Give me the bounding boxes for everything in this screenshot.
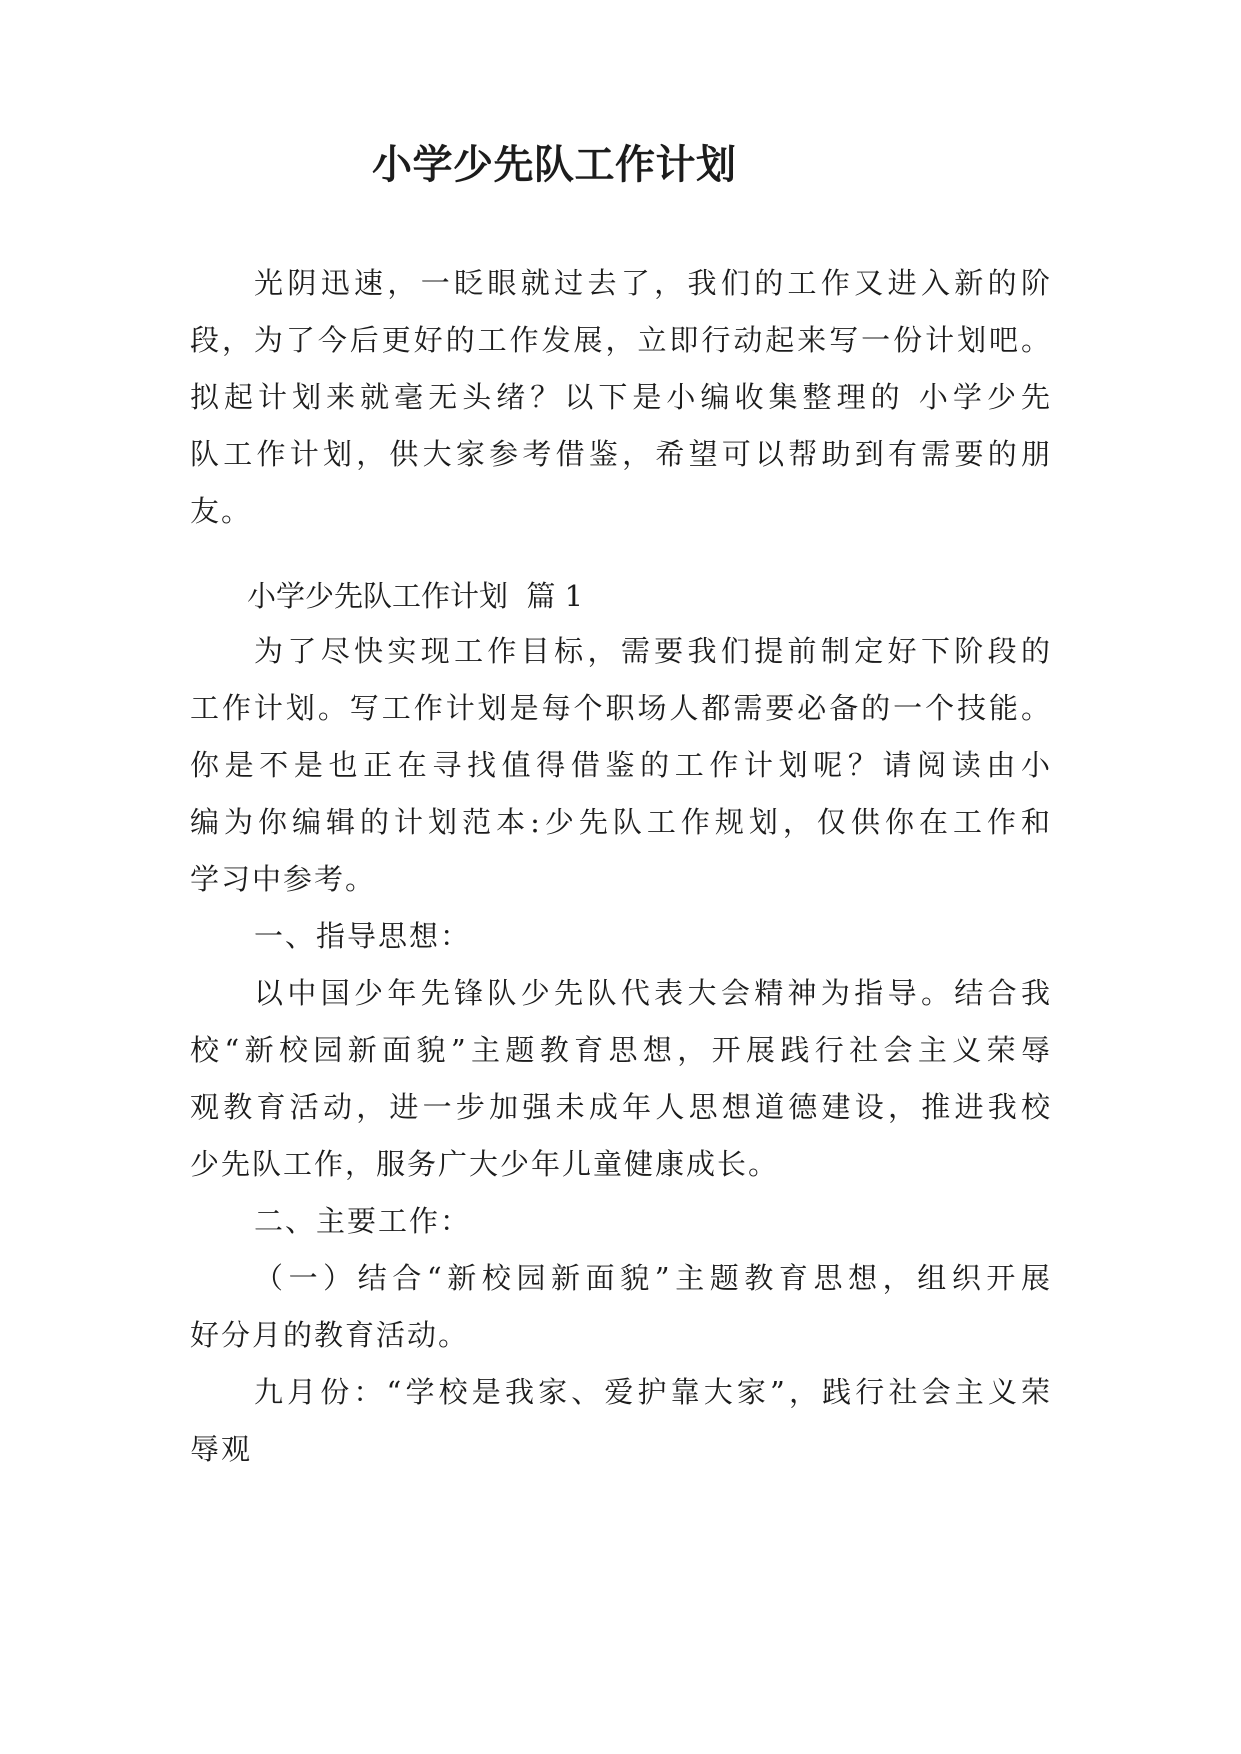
paragraph-line: 友。 bbox=[190, 494, 253, 528]
document-title: 小学少先队工作计划 bbox=[372, 142, 737, 187]
paragraph-line: 工作计划。写工作计划是每个职场人都需要必备的一个技能。 bbox=[190, 691, 1052, 725]
paragraph-line: 校“新校园新面貌”主题教育思想，开展践行社会主义荣辱 bbox=[190, 1033, 1052, 1067]
paragraph-line: 辱观 bbox=[190, 1432, 253, 1466]
paragraph-line: 段，为了今后更好的工作发展，立即行动起来写一份计划吧。 bbox=[190, 323, 1052, 357]
heading-main-work: 二、主要工作： bbox=[254, 1204, 472, 1238]
paragraph-line: 以中国少年先锋队少先队代表大会精神为指导。结合我 bbox=[254, 976, 1052, 1010]
heading-guiding-thought: 一、指导思想： bbox=[254, 919, 472, 953]
paragraph-line: 好分月的教育活动。 bbox=[190, 1318, 470, 1352]
paragraph-line: 为了尽快实现工作目标，需要我们提前制定好下阶段的 bbox=[254, 634, 1052, 668]
paragraph-line: 少先队工作，服务广大少年儿童健康成长。 bbox=[190, 1147, 780, 1181]
section-heading: 小学少先队工作计划 篇 1 bbox=[247, 579, 584, 613]
paragraph-line: 拟起计划来就毫无头绪？以下是小编收集整理的 小学少先 bbox=[190, 380, 1052, 414]
paragraph-line: 你是不是也正在寻找值得借鉴的工作计划呢？请阅读由小 bbox=[190, 748, 1052, 782]
paragraph-line: （一）结合“新校园新面貌”主题教育思想，组织开展 bbox=[254, 1261, 1052, 1295]
paragraph-line: 九月份：“学校是我家、爱护靠大家”，践行社会主义荣 bbox=[254, 1375, 1052, 1409]
paragraph-line: 学习中参考。 bbox=[190, 862, 377, 896]
paragraph-line: 观教育活动，进一步加强未成年人思想道德建设，推进我校 bbox=[190, 1090, 1052, 1124]
paragraph-line: 光阴迅速，一眨眼就过去了，我们的工作又进入新的阶 bbox=[254, 266, 1052, 300]
paragraph-line: 队工作计划，供大家参考借鉴，希望可以帮助到有需要的朋 bbox=[190, 437, 1052, 471]
paragraph-line: 编为你编辑的计划范本:少先队工作规划，仅供你在工作和 bbox=[190, 805, 1052, 839]
